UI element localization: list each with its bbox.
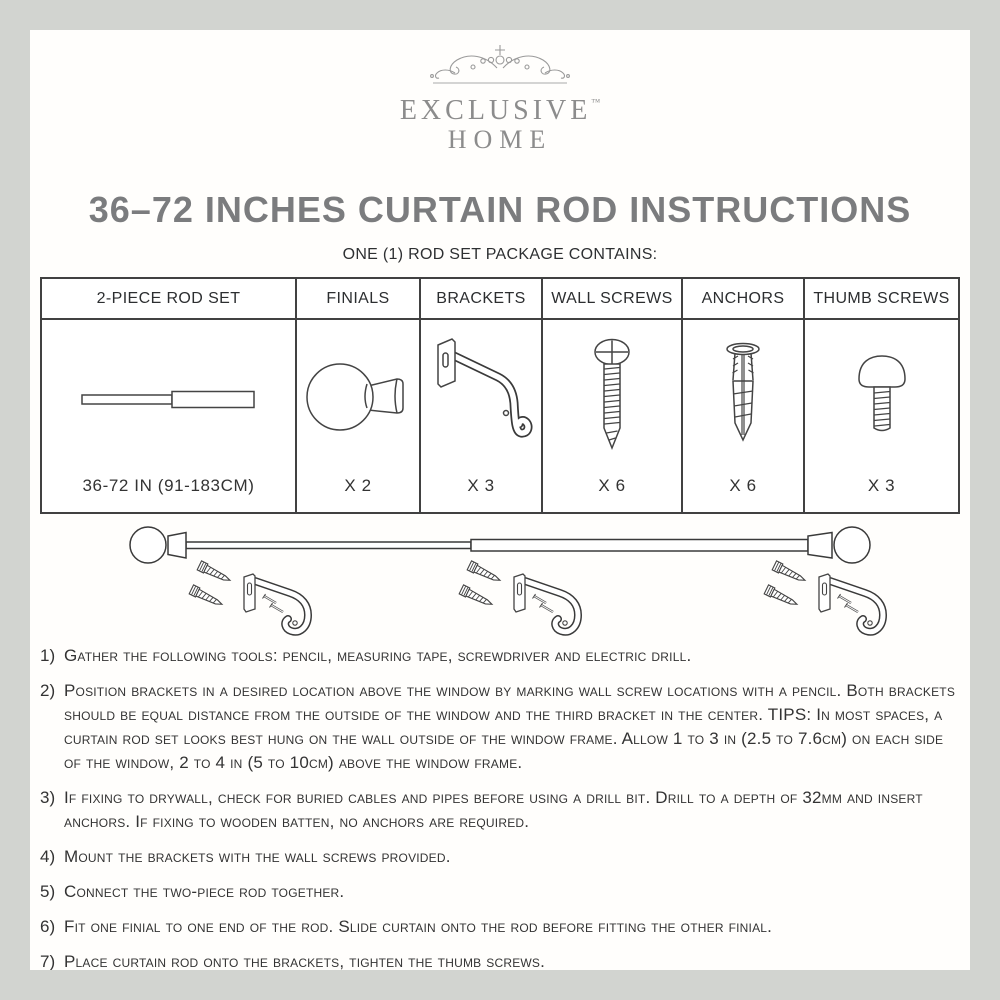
instructions-list [40,644,960,970]
instruction-step-5 [40,880,960,904]
step-number: 4) [40,847,56,866]
decorative-crest-icon [425,43,575,85]
brand-name-home: HOME [447,125,553,154]
step-text: Position brackets in a desired location above the window by marking wall screw locations with a pencil. Both brackets should be equal distance from the outside of the window and the third bracket in the center. TIPS: In most spaces, a curtain rod set looks best hung on the wall outside of the window frame. Allow 1 to 3 in (2.5 to 7.6cm) on each side of the window, 2 to 4 in (5 to 10cm) above the window frame. [64,681,956,772]
brand-name [40,87,960,126]
brand-name-exclusive: EXCLUSIVE [399,95,592,126]
step-text: Place curtain rod onto the brackets, tighten the thumb screws. [64,952,546,970]
column-header-anchors: ANCHORS [683,279,805,320]
instruction-sheet [30,30,970,970]
step-number: 6) [40,917,56,936]
column-header-wall-screws: WALL SCREWS [543,279,683,320]
parts-cell-finials [297,320,421,512]
parts-cell-anchors [683,320,805,512]
assembled-rod-diagram [40,516,960,638]
package-contains-label: ONE (1) ROD SET PACKAGE CONTAINS: [342,246,658,263]
step-number: 3) [40,788,56,807]
column-header-finials: FINIALS [297,279,421,320]
quantity-label: X 2 [344,476,372,495]
column-header-brackets: BRACKETS [421,279,543,320]
bracket-icon [422,329,540,469]
instruction-step-2 [40,679,960,775]
step-number: 2) [40,681,56,700]
instruction-step-7 [40,950,960,970]
instruction-step-3 [40,786,960,834]
quantity-label: X 3 [467,476,495,495]
step-text: Fit one finial to one end of the rod. Slide curtain onto the rod before fitting the other finial. [64,917,773,936]
thumb-screw-icon [847,349,917,449]
column-header-rod-set: 2-PIECE ROD SET [42,279,297,320]
parts-cell-wall-screws [543,320,683,512]
step-number: 7) [40,952,56,970]
step-text: Gather the following tools: pencil, measuring tape, screwdriver and electric drill. [64,646,692,665]
quantity-label: X 6 [598,476,626,495]
wall-screw-icon [577,335,647,463]
parts-table [40,277,960,514]
parts-cell-brackets [421,320,543,512]
two-piece-rod-icon [76,382,261,416]
parts-cell-thumb-screws [805,320,958,512]
instruction-step-1 [40,644,960,668]
step-text: Connect the two-piece rod together. [64,882,345,901]
step-text: If fixing to drywall, check for buried cables and pipes before using a drill bit. Drill to a depth of 32mm and insert anchors. If fixing to wooden batten, no anchors are required. [64,788,923,831]
parts-cell-rod-set [42,320,297,512]
step-text: Mount the brackets with the wall screws provided. [64,847,451,866]
instruction-step-4 [40,845,960,869]
column-header-thumb-screws: THUMB SCREWS [805,279,958,320]
step-number: 1) [40,646,56,665]
finial-icon [304,351,412,446]
trademark-symbol: ™ [591,97,601,107]
brand-logo [40,43,960,154]
quantity-label: X 6 [729,476,757,495]
instruction-step-6 [40,915,960,939]
page-title: 36–72 INCHES CURTAIN ROD INSTRUCTIONS [88,189,912,230]
step-number: 5) [40,882,56,901]
quantity-label: 36-72 IN (91-183CM) [82,476,255,495]
anchor-icon [708,335,778,463]
quantity-label: X 3 [867,476,896,495]
